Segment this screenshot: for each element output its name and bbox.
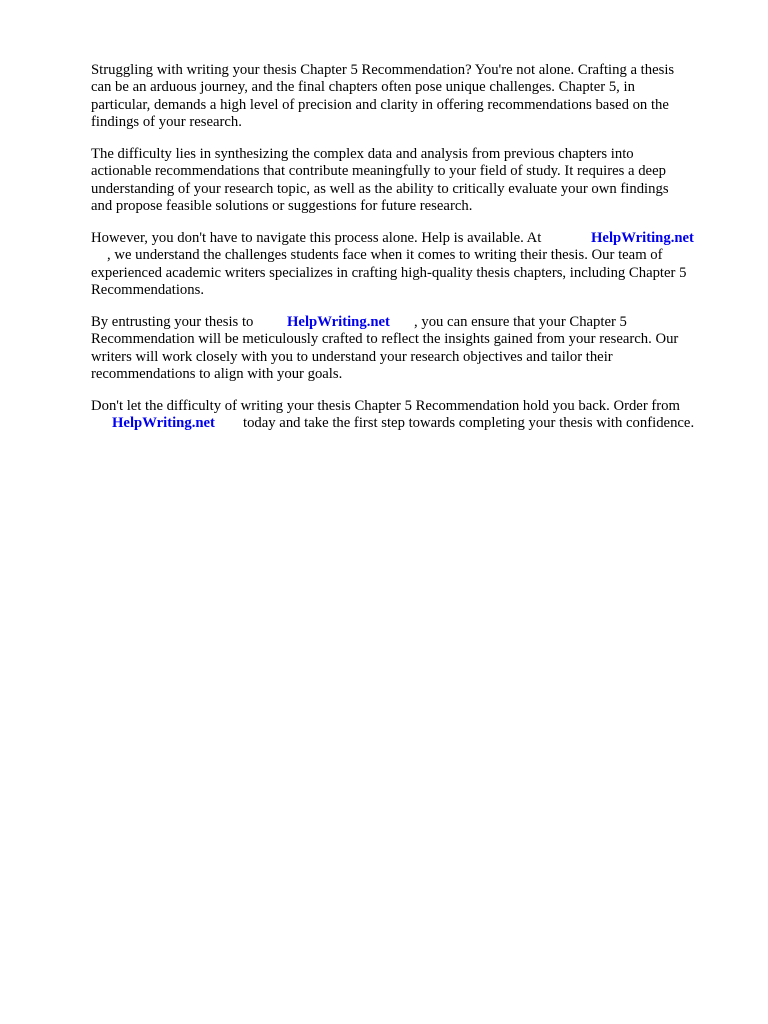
paragraph-line: can be an arduous journey, and the final chapters often pose unique challenges. Chapter 5, in bbox=[91, 79, 635, 95]
paragraph-line: particular, demands a high level of precision and clarity in offering recommendations based on the bbox=[91, 97, 669, 113]
paragraph-line: writers will work closely with you to understand your research objectives and tailor their bbox=[91, 349, 613, 365]
paragraph-line: experienced academic writers specializes in crafting high-quality thesis chapters, including Chapter 5 bbox=[91, 265, 687, 281]
paragraph-line: actionable recommendations that contribute meaningfully to your field of study. It requires a deep bbox=[91, 163, 666, 179]
paragraph-line: today and take the first step towards completing your thesis with confidence. bbox=[243, 415, 695, 431]
helpwriting-link[interactable]: HelpWriting.net bbox=[112, 415, 215, 431]
paragraph-line: Recommendation will be meticulously crafted to reflect the insights gained from your research. Our bbox=[91, 331, 679, 347]
helpwriting-link[interactable]: HelpWriting.net bbox=[287, 314, 390, 330]
paragraph-line: understanding of your research topic, as well as the ability to critically evaluate your own findings bbox=[91, 181, 669, 197]
helpwriting-link[interactable]: HelpWriting.net bbox=[591, 230, 694, 246]
paragraph-line: The difficulty lies in synthesizing the complex data and analysis from previous chapters into bbox=[91, 146, 634, 162]
paragraph-line: findings of your research. bbox=[91, 114, 242, 130]
paragraph-line: Recommendations. bbox=[91, 282, 204, 298]
paragraph-line: By entrusting your thesis to bbox=[91, 314, 254, 330]
paragraph-line: , you can ensure that your Chapter 5 bbox=[414, 314, 627, 330]
paragraph-line: , we understand the challenges students face when it comes to writing their thesis. Our team of bbox=[107, 247, 663, 263]
paragraph-line: and propose feasible solutions or suggestions for future research. bbox=[91, 198, 473, 214]
paragraph-line: Don't let the difficulty of writing your thesis Chapter 5 Recommendation hold you back. Order from bbox=[91, 398, 680, 414]
paragraph-line: recommendations to align with your goals. bbox=[91, 366, 343, 382]
paragraph-line: Struggling with writing your thesis Chapter 5 Recommendation? You're not alone. Crafting a thesis bbox=[91, 62, 675, 78]
paragraph-line: However, you don't have to navigate this process alone. Help is available. At bbox=[91, 230, 542, 246]
